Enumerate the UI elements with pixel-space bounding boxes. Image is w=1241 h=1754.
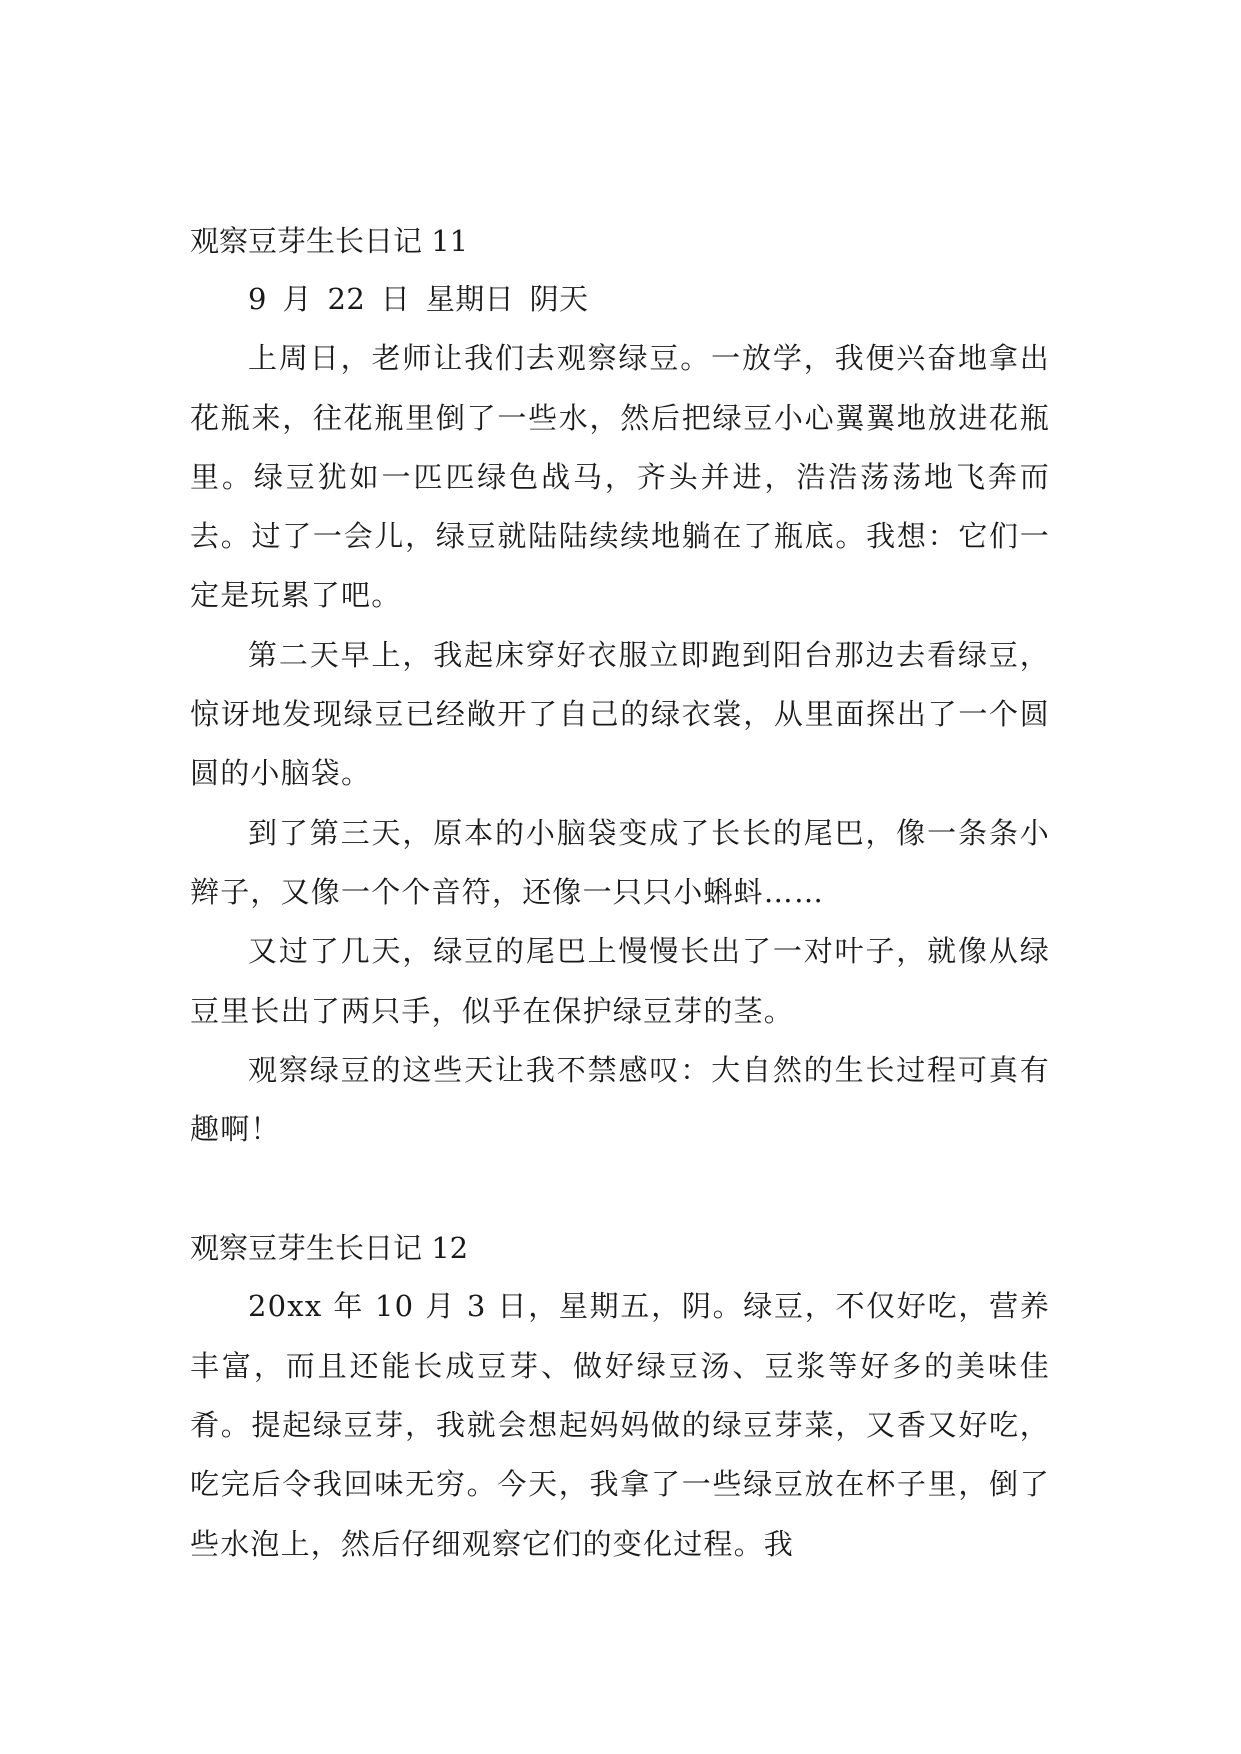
diary-entry-12 <box>190 1219 1050 1573</box>
paragraph: 又过了几天，绿豆的尾巴上慢慢长出了一对叶子，就像从绿豆里长出了两只手，似乎在保护绿豆芽的茎。 <box>190 934 1050 1028</box>
entry-spacer <box>190 1159 1050 1219</box>
entry-title: 观察豆芽生长日记 11 <box>190 224 469 258</box>
paragraph: 上周日，老师让我们去观察绿豆。一放学，我便兴奋地拿出花瓶来，往花瓶里倒了一些水，然后把绿豆小心翼翼地放进花瓶里。绿豆犹如一匹匹绿色战马，齐头并进，浩浩荡荡地飞奔而去。过了一会儿，绿豆就陆陆续续地躺在了瓶底。我想：它们一定是玩累了吧。 <box>190 341 1050 613</box>
document-body <box>190 212 1050 1574</box>
paragraph: 第二天早上，我起床穿好衣服立即跑到阳台那边去看绿豆，惊讶地发现绿豆已经敞开了自己的绿衣裳，从里面探出了一个圆圆的小脑袋。 <box>190 637 1050 791</box>
entry-date-line: 9 月 22 日 星期日 阴天 <box>248 282 589 316</box>
paragraph: 20xx 年 10 月 3 日，星期五，阴。绿豆，不仅好吃，营养丰富，而且还能长成豆芽、做好绿豆汤、豆浆等好多的美味佳肴。提起绿豆芽，我就会想起妈妈做的绿豆芽菜，又香又好吃，吃完后令我回味无穷。今天，我拿了一些绿豆放在杯子里，倒了些水泡上，然后仔细观察它们的变化过程。我 <box>190 1289 1050 1561</box>
diary-entry-11 <box>190 212 1050 1159</box>
paragraph: 到了第三天，原本的小脑袋变成了长长的尾巴，像一条条小辫子，又像一个个音符，还像一只只小蝌蚪…… <box>190 815 1050 909</box>
entry-title: 观察豆芽生长日记 12 <box>190 1231 469 1266</box>
paragraph: 观察绿豆的这些天让我不禁感叹：大自然的生长过程可真有趣啊！ <box>190 1052 1050 1147</box>
